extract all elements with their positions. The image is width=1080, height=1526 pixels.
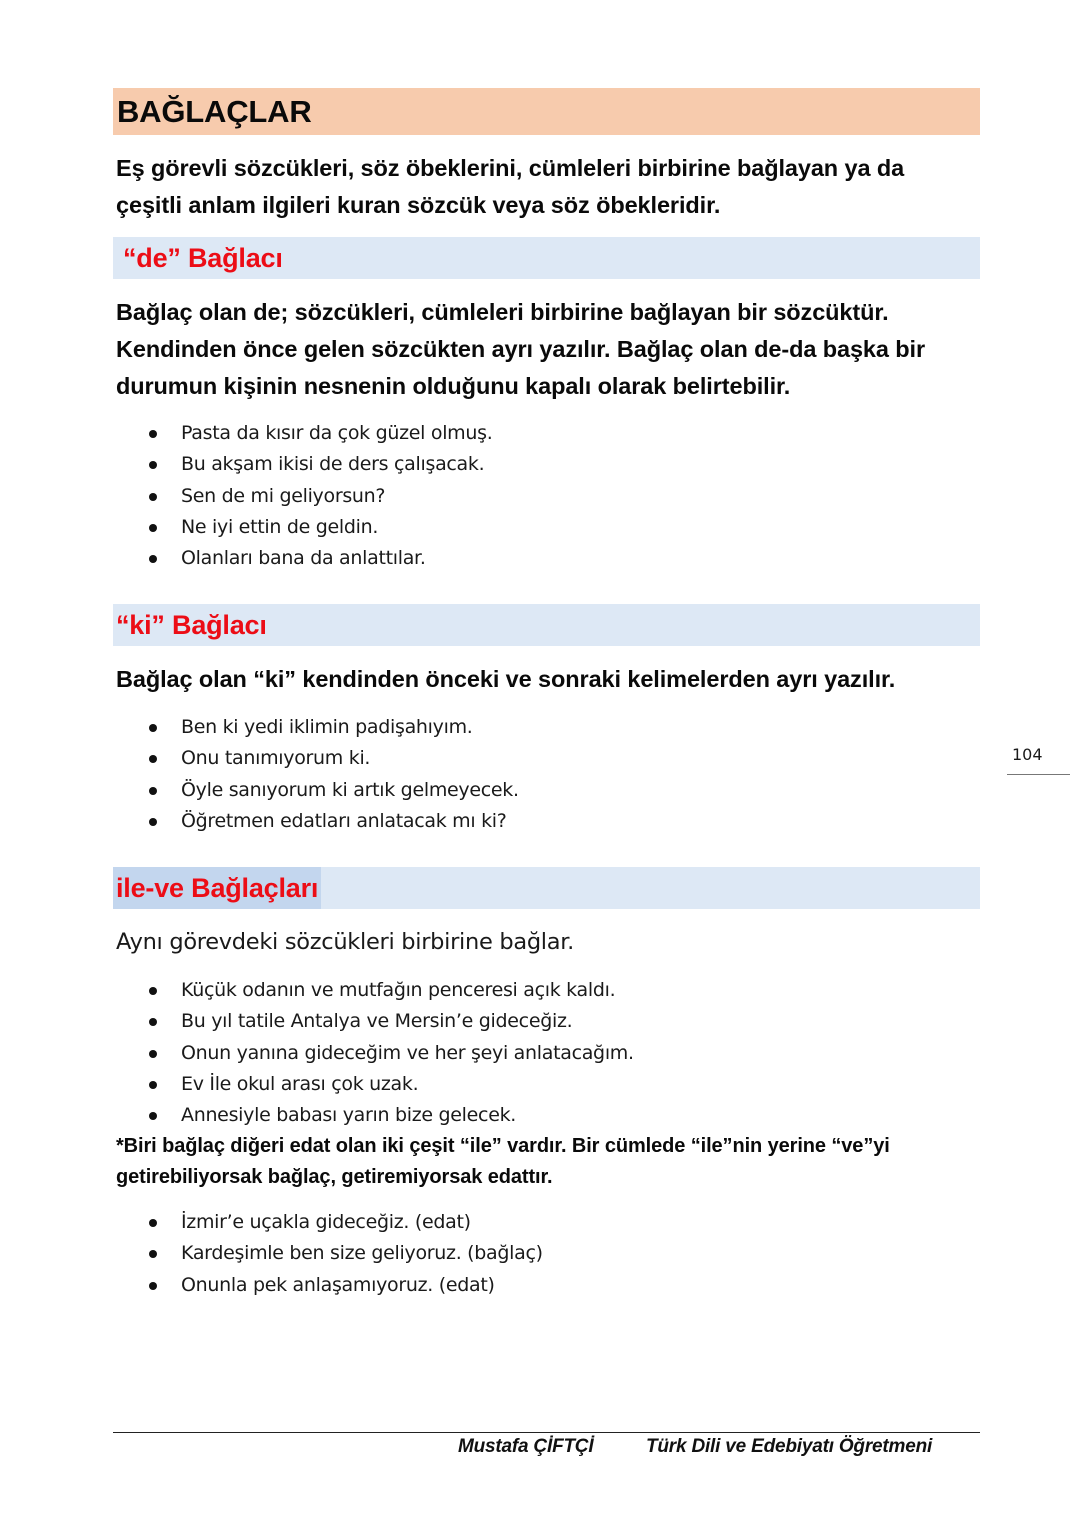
bullet-icon	[149, 755, 157, 763]
list-item: Bu akşam ikisi de ders çalışacak.	[146, 449, 492, 480]
list-item: Onunla pek anlaşamıyoruz. (edat)	[146, 1270, 543, 1301]
section-de-header	[113, 237, 980, 279]
page-title: BAĞLAÇLAR	[117, 93, 312, 129]
list-item: Sen de mi geliyorsun?	[146, 481, 492, 512]
section-ki-description: Bağlaç olan “ki” kendinden önceki ve sonraki kelimelerden ayrı yazılır.	[116, 666, 896, 692]
list-item: Ev İle okul arası çok uzak.	[146, 1069, 634, 1100]
list-item: Onun yanına gideceğim ve her şeyi anlatacağım.	[146, 1038, 634, 1069]
list-item: Öyle sanıyorum ki artık gelmeyecek.	[146, 775, 519, 806]
bullet-icon	[149, 555, 157, 563]
bullet-icon	[149, 1282, 157, 1290]
list-item: Bu yıl tatile Antalya ve Mersin’e gideceğiz.	[146, 1006, 634, 1037]
section-de-heading: “de” Bağlacı	[123, 242, 283, 273]
section-ile-ve-description: Aynı görevdeki sözcükleri birbirine bağlar.	[116, 929, 574, 955]
bullet-icon	[149, 430, 157, 438]
list-item: İzmir’e uçakla gideceğiz. (edat)	[146, 1207, 543, 1238]
bullet-icon	[149, 1112, 157, 1120]
list-item: Annesiyle babası yarın bize gelecek.	[146, 1100, 634, 1131]
list-item: Ben ki yedi iklimin padişahıyım.	[146, 712, 519, 743]
section-de-description: Bağlaç olan de; sözcükleri, cümleleri birbirine bağlayan bir sözcüktür. Kendinden önce gelen sözcükten ayrı yazılır. Bağlaç olan de-da başka bir durumun kişinin nesnenin olduğunu kapalı olarak belirtebilir.	[116, 299, 926, 399]
bullet-icon	[149, 524, 157, 532]
list-item: Pasta da kısır da çok güzel olmuş.	[146, 418, 492, 449]
list-item: Öğretmen edatları anlatacak mı ki?	[146, 806, 519, 837]
bullet-icon	[149, 1081, 157, 1089]
footer-divider	[113, 1432, 980, 1433]
section-ile-ve-examples	[146, 975, 634, 1131]
ile-note: *Biri bağlaç diğeri edat olan iki çeşit “ile” vardır. Bir cümlede “ile”nin yerine “ve”yi getirebiliyorsak bağlaç, getiremiyorsak edattır.	[116, 1135, 890, 1188]
list-item: Kardeşimle ben size geliyoruz. (bağlaç)	[146, 1238, 543, 1269]
section-ile-ve-heading: ile-ve Bağlaçları	[113, 867, 321, 909]
footer-author: Mustafa ÇİFTÇİ	[458, 1436, 594, 1457]
bullet-icon	[149, 1219, 157, 1227]
section-ki-header	[113, 604, 980, 646]
list-item: Olanları bana da anlattılar.	[146, 543, 492, 574]
list-item: Ne iyi ettin de geldin.	[146, 512, 492, 543]
bullet-icon	[149, 461, 157, 469]
bullet-icon	[149, 724, 157, 732]
list-item: Onu tanımıyorum ki.	[146, 743, 519, 774]
footer-role: Türk Dili ve Edebiyatı Öğretmeni	[646, 1436, 933, 1457]
list-item: Küçük odanın ve mutfağın penceresi açık kaldı.	[146, 975, 634, 1006]
title-bar	[113, 88, 980, 135]
intro-definition: Eş görevli sözcükleri, söz öbeklerini, cümleleri birbirine bağlayan ya da çeşitli anlam ilgileri kuran sözcük veya söz öbekleridir.	[116, 155, 905, 218]
bullet-icon	[149, 493, 157, 501]
bullet-icon	[149, 987, 157, 995]
bullet-icon	[149, 1018, 157, 1026]
section-ki-heading: “ki” Bağlacı	[116, 609, 267, 640]
bullet-icon	[149, 1050, 157, 1058]
section-ile-ve-header	[113, 867, 980, 909]
section-de-examples	[146, 418, 492, 574]
page-number: 104	[1007, 745, 1070, 775]
bullet-icon	[149, 1250, 157, 1258]
ile-note-examples	[146, 1207, 543, 1301]
bullet-icon	[149, 787, 157, 795]
section-ki-examples	[146, 712, 519, 837]
bullet-icon	[149, 818, 157, 826]
